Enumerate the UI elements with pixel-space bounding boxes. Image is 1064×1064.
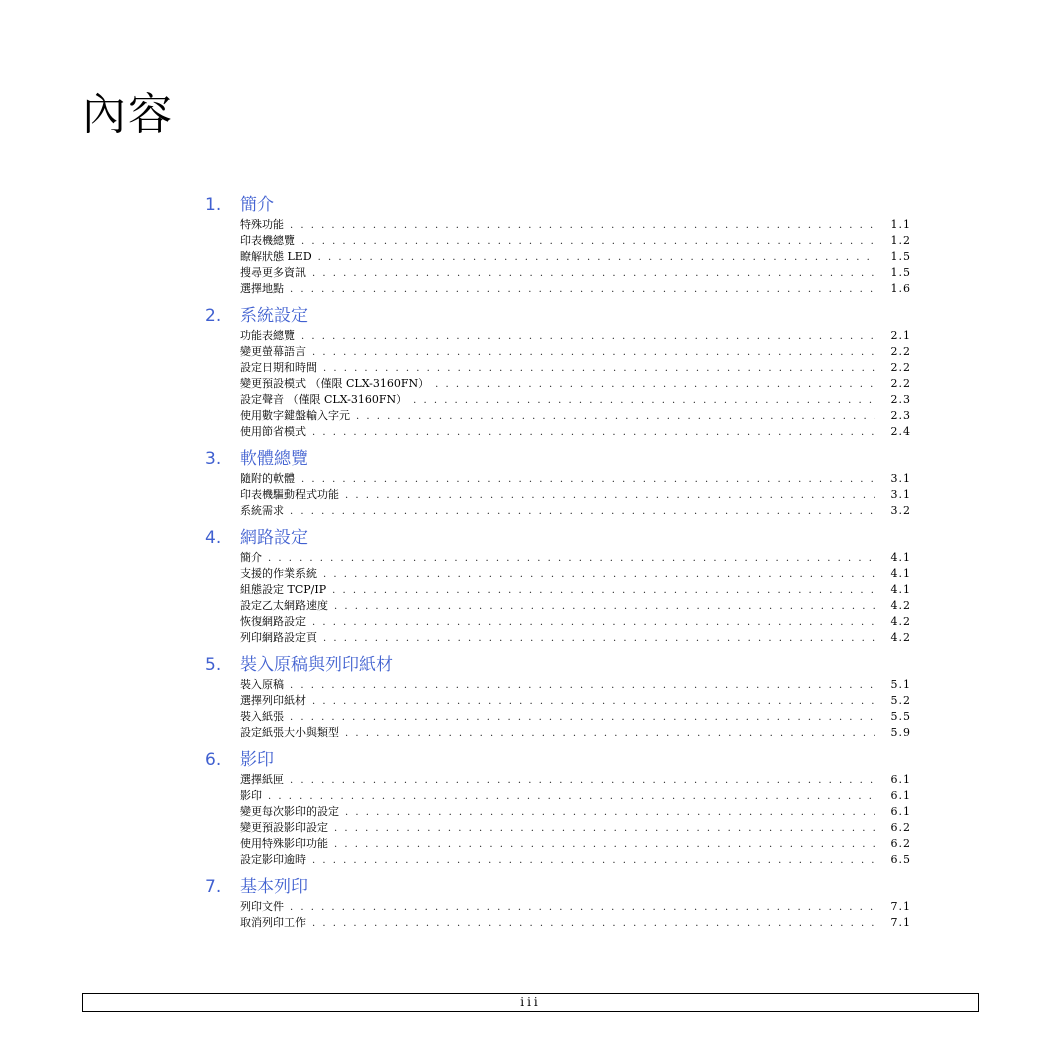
toc-entry-label: 變更預設影印設定: [240, 821, 328, 834]
dot-leader: [312, 853, 875, 869]
page-title: 內容: [82, 89, 174, 140]
chapter-heading[interactable]: [205, 653, 911, 677]
toc-entry-label: 使用數字鍵盤輸入字元: [240, 409, 350, 422]
dot-leader: [312, 615, 875, 631]
toc-entry-label: 列印文件: [240, 900, 284, 913]
toc-entry-page: 2.2: [890, 345, 911, 358]
toc-entry-page: 2.4: [890, 425, 911, 438]
toc-entry-label: 選擇紙匣: [240, 773, 284, 786]
toc-chapter: [205, 447, 911, 519]
dot-leader: [312, 694, 875, 710]
dot-leader: [312, 266, 875, 282]
toc-entry-page: 4.2: [890, 599, 911, 612]
toc-entry[interactable]: [205, 233, 911, 249]
toc-entry-page: 4.2: [890, 631, 911, 644]
chapter-heading[interactable]: [205, 748, 911, 772]
chapter-title: 影印: [240, 750, 274, 770]
toc-entry-page: 5.1: [890, 678, 911, 691]
toc-entry-label: 選擇列印紙材: [240, 694, 306, 707]
toc-entry[interactable]: [205, 693, 911, 709]
chapter-number: 1.: [205, 195, 222, 215]
toc-entry[interactable]: [205, 392, 911, 408]
chapter-heading[interactable]: [205, 875, 911, 899]
toc-entry-page: 6.1: [890, 805, 911, 818]
chapter-title: 系統設定: [240, 306, 308, 326]
toc-entry[interactable]: [205, 328, 911, 344]
chapter-heading[interactable]: [205, 304, 911, 328]
dot-leader: [290, 900, 875, 916]
toc-entry-label: 組態設定 TCP/IP: [240, 583, 327, 596]
toc-entry[interactable]: [205, 249, 911, 265]
toc-entry[interactable]: [205, 360, 911, 376]
toc-entry-label: 選擇地點: [240, 282, 284, 295]
page-number: iii: [520, 995, 541, 1009]
toc-chapter: [205, 875, 911, 931]
toc-entry[interactable]: [205, 725, 911, 741]
toc-entry[interactable]: [205, 788, 911, 804]
toc-chapter: [205, 304, 911, 440]
toc-entry-page: 2.3: [890, 393, 911, 406]
toc-entry[interactable]: [205, 677, 911, 693]
toc-entry[interactable]: [205, 487, 911, 503]
dot-leader: [334, 821, 875, 837]
toc-chapter: [205, 526, 911, 646]
toc-entry[interactable]: [205, 899, 911, 915]
dot-leader: [312, 425, 875, 441]
toc-entry-label: 系統需求: [240, 504, 284, 517]
toc-chapter: [205, 653, 911, 741]
toc-entry-page: 2.2: [890, 377, 911, 390]
toc-entry-label: 印表機驅動程式功能: [240, 488, 339, 501]
toc-entry[interactable]: [205, 804, 911, 820]
dot-leader: [290, 282, 875, 298]
toc-entry-page: 3.1: [890, 472, 911, 485]
toc-entry-page: 2.3: [890, 409, 911, 422]
chapter-title: 軟體總覽: [240, 449, 308, 469]
toc-entry[interactable]: [205, 471, 911, 487]
chapter-heading[interactable]: [205, 526, 911, 550]
toc-entry[interactable]: [205, 344, 911, 360]
toc-entry[interactable]: [205, 852, 911, 868]
toc-entry-page: 5.2: [890, 694, 911, 707]
toc-entry-page: 4.1: [890, 551, 911, 564]
dot-leader: [435, 377, 875, 393]
dot-leader: [268, 551, 875, 567]
dot-leader: [290, 773, 875, 789]
dot-leader: [334, 599, 875, 615]
dot-leader: [301, 234, 875, 250]
toc-entry-page: 3.1: [890, 488, 911, 501]
toc-entry[interactable]: [205, 772, 911, 788]
toc-entry-label: 簡介: [240, 551, 262, 564]
toc-entry-page: 6.1: [890, 773, 911, 786]
toc-chapter: [205, 193, 911, 297]
toc-entry-page: 7.1: [890, 916, 911, 929]
toc-entry[interactable]: [205, 281, 911, 297]
toc-entry-label: 印表機總覽: [240, 234, 295, 247]
toc-entry[interactable]: [205, 265, 911, 281]
chapter-title: 簡介: [240, 195, 274, 215]
toc-entry-label: 列印網路設定頁: [240, 631, 317, 644]
toc-entry-page: 1.1: [890, 218, 911, 231]
toc-entry-label: 搜尋更多資訊: [240, 266, 306, 279]
toc-entry[interactable]: [205, 376, 911, 392]
chapter-number: 3.: [205, 449, 222, 469]
dot-leader: [345, 488, 875, 504]
toc-entry-page: 2.2: [890, 361, 911, 374]
toc-entry-page: 7.1: [890, 900, 911, 913]
toc-entry-label: 設定影印逾時: [240, 853, 306, 866]
toc-entry-label: 設定乙太網路速度: [240, 599, 328, 612]
toc-entry-page: 5.5: [890, 710, 911, 723]
toc-entry-label: 變更每次影印的設定: [240, 805, 339, 818]
dot-leader: [345, 726, 875, 742]
toc-entry-page: 1.2: [890, 234, 911, 247]
dot-leader: [334, 837, 875, 853]
dot-leader: [268, 789, 875, 805]
dot-leader: [301, 472, 875, 488]
dot-leader: [413, 393, 875, 409]
toc-entry-label: 瞭解狀態 LED: [240, 250, 312, 263]
toc-entry-page: 5.9: [890, 726, 911, 739]
toc-entry-label: 變更預設模式 （僅限 CLX-3160FN）: [240, 377, 430, 390]
toc-entry[interactable]: [205, 614, 911, 630]
dot-leader: [301, 329, 875, 345]
chapter-number: 5.: [205, 655, 222, 675]
dot-leader: [323, 631, 875, 647]
toc-entry-label: 設定紙張大小與類型: [240, 726, 339, 739]
toc-entry-page: 1.5: [890, 250, 911, 263]
toc-entry[interactable]: [205, 424, 911, 440]
toc-entry[interactable]: [205, 915, 911, 931]
dot-leader: [290, 710, 875, 726]
dot-leader: [312, 345, 875, 361]
toc-entry-label: 隨附的軟體: [240, 472, 295, 485]
toc-entry-page: 6.1: [890, 789, 911, 802]
dot-leader: [356, 409, 875, 425]
page-footer: [82, 993, 979, 1012]
chapter-title: 網路設定: [240, 528, 308, 548]
toc-entry-label: 裝入原稿: [240, 678, 284, 691]
dot-leader: [312, 916, 875, 932]
toc-entry-label: 設定聲音 （僅限 CLX-3160FN）: [240, 393, 408, 406]
toc-entry-page: 6.2: [890, 837, 911, 850]
chapter-heading[interactable]: [205, 193, 911, 217]
toc-entry-page: 4.1: [890, 583, 911, 596]
dot-leader: [290, 218, 875, 234]
toc-entry[interactable]: [205, 598, 911, 614]
toc-entry-page: 1.5: [890, 266, 911, 279]
dot-leader: [290, 504, 875, 520]
toc-entry-label: 使用節省模式: [240, 425, 306, 438]
toc-chapter: [205, 748, 911, 868]
toc-entry-label: 設定日期和時間: [240, 361, 317, 374]
dot-leader: [318, 250, 875, 266]
toc-entry-label: 使用特殊影印功能: [240, 837, 328, 850]
dot-leader: [323, 361, 875, 377]
toc-entry-page: 6.5: [890, 853, 911, 866]
toc-entry-label: 支援的作業系統: [240, 567, 317, 580]
toc-entry-label: 變更螢幕語言: [240, 345, 306, 358]
toc-entry[interactable]: [205, 550, 911, 566]
toc-entry[interactable]: [205, 836, 911, 852]
chapter-title: 裝入原稿與列印紙材: [240, 655, 393, 675]
chapter-number: 2.: [205, 306, 222, 326]
chapter-title: 基本列印: [240, 877, 308, 897]
toc-entry-page: 1.6: [890, 282, 911, 295]
toc-entry-page: 6.2: [890, 821, 911, 834]
chapter-heading[interactable]: [205, 447, 911, 471]
toc-entry-label: 特殊功能: [240, 218, 284, 231]
toc-entry-page: 2.1: [890, 329, 911, 342]
toc-entry[interactable]: [205, 217, 911, 233]
toc-entry-label: 功能表總覽: [240, 329, 295, 342]
toc-entry[interactable]: [205, 582, 911, 598]
toc-entry-label: 裝入紙張: [240, 710, 284, 723]
chapter-number: 6.: [205, 750, 222, 770]
toc-entry[interactable]: [205, 820, 911, 836]
dot-leader: [323, 567, 875, 583]
toc-entry-label: 恢復網路設定: [240, 615, 306, 628]
toc-entry-page: 3.2: [890, 504, 911, 517]
toc-entry[interactable]: [205, 709, 911, 725]
toc-entry[interactable]: [205, 408, 911, 424]
toc-entry-page: 4.2: [890, 615, 911, 628]
toc-entry-label: 取消列印工作: [240, 916, 306, 929]
dot-leader: [345, 805, 875, 821]
toc-entry-page: 4.1: [890, 567, 911, 580]
dot-leader: [332, 583, 875, 599]
toc-entry[interactable]: [205, 503, 911, 519]
dot-leader: [290, 678, 875, 694]
chapter-number: 7.: [205, 877, 222, 897]
table-of-contents: [205, 193, 911, 938]
toc-entry[interactable]: [205, 566, 911, 582]
toc-entry[interactable]: [205, 630, 911, 646]
toc-entry-label: 影印: [240, 789, 262, 802]
chapter-number: 4.: [205, 528, 222, 548]
